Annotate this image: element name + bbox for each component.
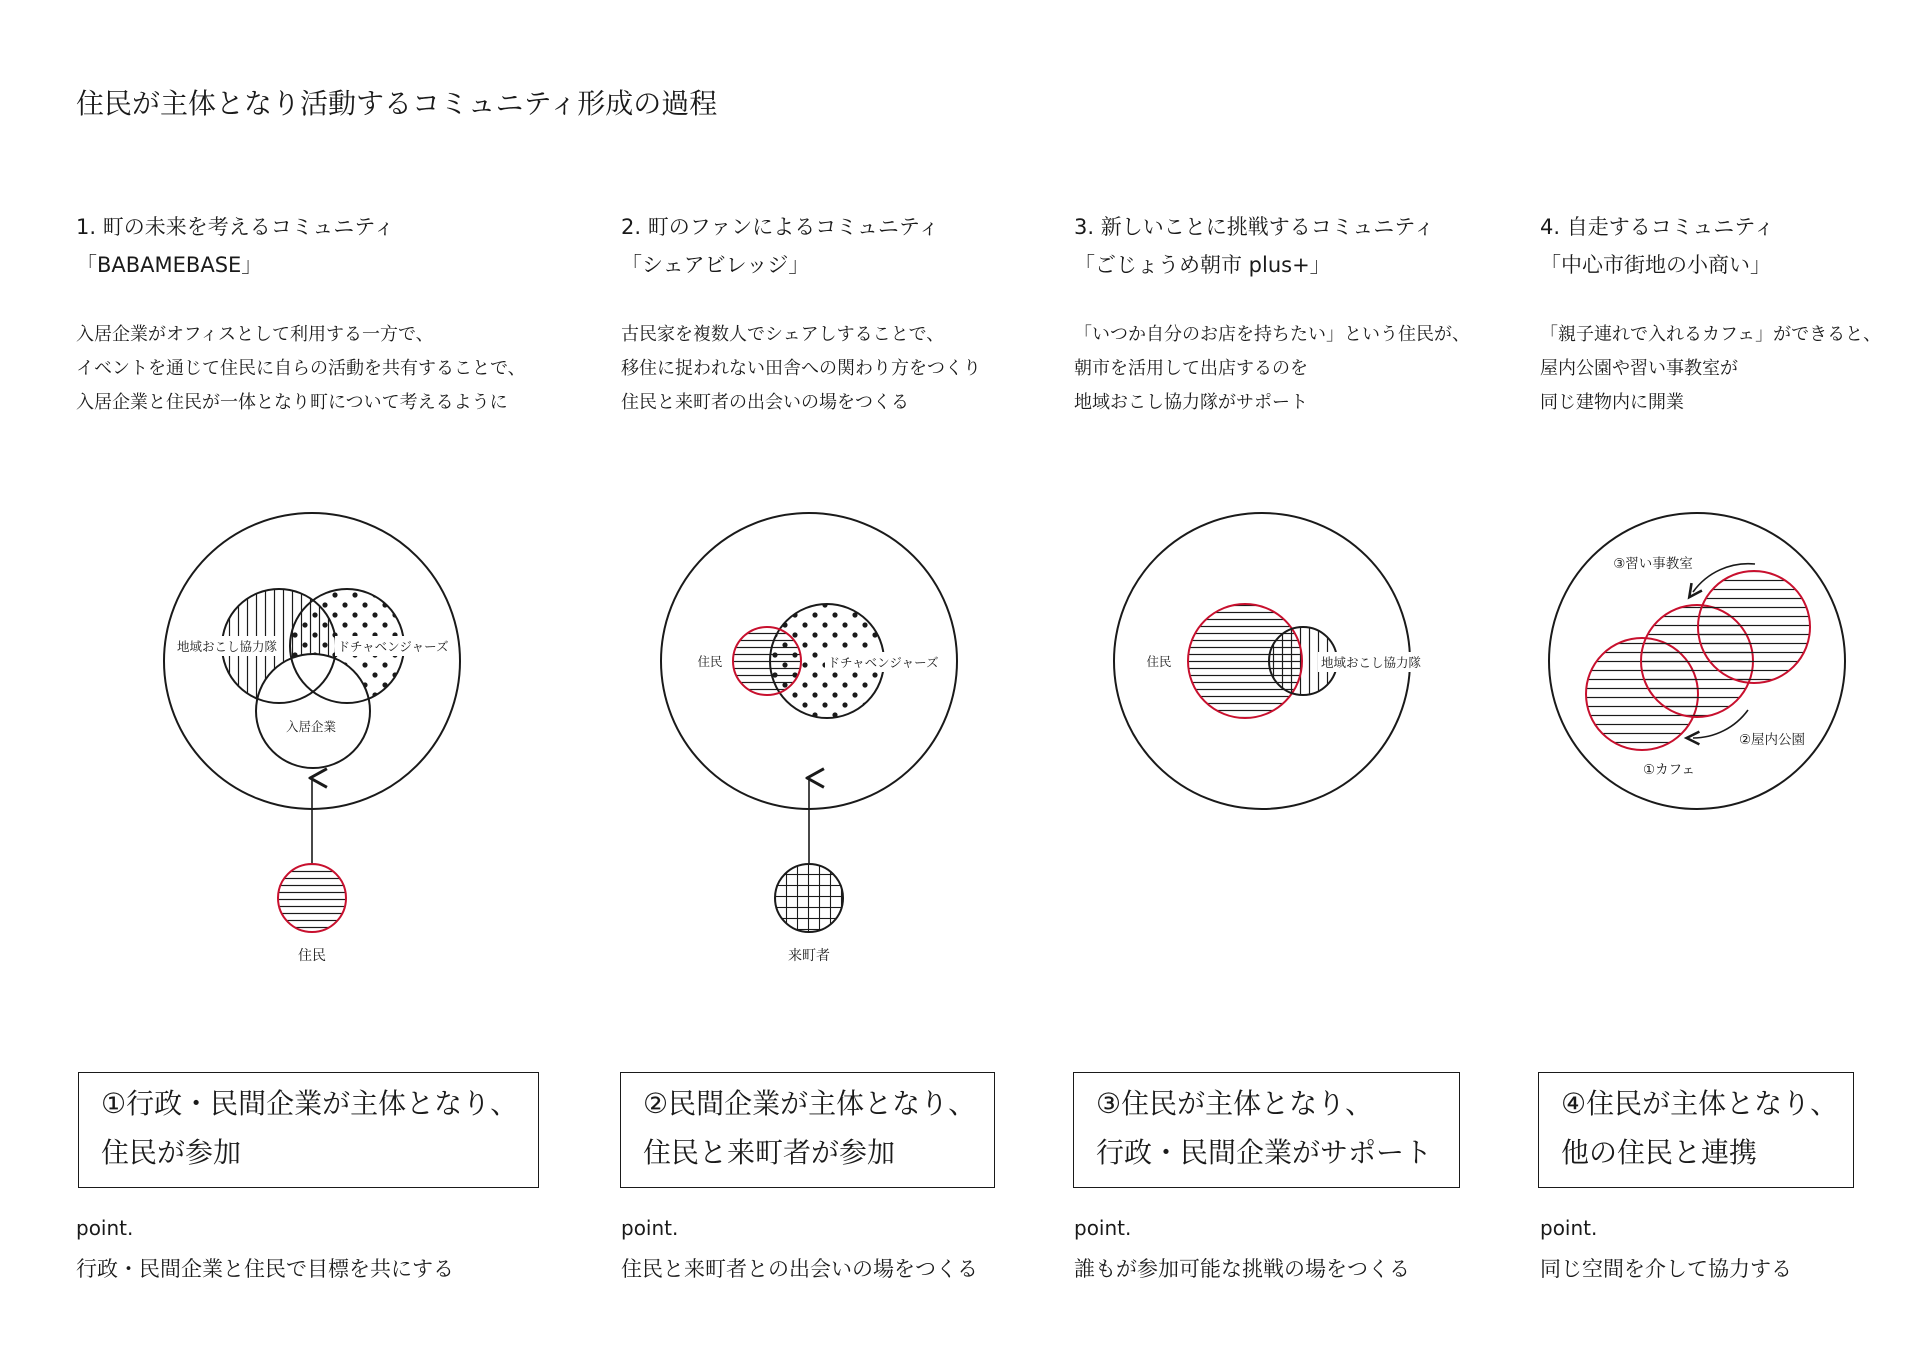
stage-1-role-line: 住民が参加 [101,1136,242,1169]
stage-1-label-a: 地域おこし協力隊 [176,639,278,654]
stage-1-heading-name: 「BABAMEBASE」 [76,253,263,277]
stage-3-heading-number: 3. 新しいことに挑戦するコミュニティ [1074,215,1435,239]
stage-4-point-text: 同じ空間を介して協力する [1540,1257,1792,1281]
stage-2-outside-circle [775,864,843,932]
stage-1-label-outside: 住民 [298,948,326,964]
stage-2-point-label: point. [621,1216,679,1240]
stage-1-point-text: 行政・民間企業と住民で目標を共にする [76,1257,454,1281]
stage-2-desc-line: 古民家を複数人でシェアしすることで、 [621,324,945,345]
stage-4-label-park: ②屋内公園 [1738,732,1806,748]
stage-3-desc-line: 「いつか自分のお店を持ちたい」という住民が、 [1074,324,1470,345]
stage-3-desc-line: 地域おこし協力隊がサポート [1074,392,1308,413]
stage-2-label-outside: 来町者 [788,948,830,964]
stage-3-label-a: 住民 [1146,654,1172,669]
stage-3-label-b: 地域おこし協力隊 [1320,655,1422,670]
stage-3-point-label: point. [1074,1216,1132,1240]
page-title: 住民が主体となり活動するコミュニティ形成の過程 [76,87,718,120]
stage-3-point-text: 誰もが参加可能な挑戦の場をつくる [1074,1257,1410,1281]
stage-3-diagram [1114,513,1424,809]
stage-4-heading-number: 4. 自走するコミュニティ [1540,215,1775,239]
stage-2-heading-name: 「シェアビレッジ」 [621,253,810,277]
stage-1-heading-number: 1. 町の未来を考えるコミュニティ [76,215,395,239]
stage-3-role-line: ③住民が主体となり、 [1096,1087,1374,1120]
stage-2-diagram [661,513,957,964]
stage-4-role-line: ④住民が主体となり、 [1561,1087,1839,1120]
stage-4-desc-line: 屋内公園や習い事教室が [1540,358,1738,379]
stage-3-heading-name: 「ごじょうめ朝市 plus+」 [1074,253,1331,277]
stage-1-role-line: ①行政・民間企業が主体となり、 [101,1087,519,1120]
stage-1-desc-line: 入居企業と住民が一体となり町について考えるように [76,392,508,413]
stage-2-label-b: ドチャベンジャーズ [827,655,939,670]
stage-2-desc-line: 住民と来町者の出会いの場をつくる [621,392,909,413]
stage-4-circle-school [1698,571,1810,683]
stage-4-diagram [1549,513,1845,809]
stage-2-desc-line: 移住に捉われない田舎への関わり方をつくり [621,358,981,379]
stage-4-point-label: point. [1540,1216,1598,1240]
stage-3-role-line: 行政・民間企業がサポート [1096,1136,1433,1169]
stage-2-point-text: 住民と来町者との出会いの場をつくる [621,1257,978,1281]
stage-2-label-a: 住民 [697,654,723,669]
stage-1-label-c: 入居企業 [285,719,337,734]
stage-1-outside-circle [278,864,346,932]
stage-2-role-line: ②民間企業が主体となり、 [643,1087,977,1120]
stage-2-heading-number: 2. 町のファンによるコミュニティ [621,215,940,239]
stage-1-diagram [164,513,460,964]
stage-1-desc-line: イベントを通じて住民に自らの活動を共有することで、 [76,358,526,379]
stage-4-heading-name: 「中心市街地の小商い」 [1540,253,1771,277]
stage-4-label-school: ③習い事教室 [1613,556,1693,572]
stage-1-label-b: ドチャベンジャーズ [337,639,449,654]
stage-4-role-line: 他の住民と連携 [1561,1136,1758,1169]
stage-4-desc-line: 「親子連れで入れるカフェ」ができると、 [1540,324,1882,345]
stage-4-desc-line: 同じ建物内に開業 [1540,392,1684,413]
stage-3-desc-line: 朝市を活用して出店するのを [1074,358,1308,379]
stage-2-role-line: 住民と来町者が参加 [643,1136,896,1169]
stage-1-point-label: point. [76,1216,134,1240]
stage-1-desc-line: 入居企業がオフィスとして利用する一方で、 [76,324,434,345]
stage-4-label-cafe: ①カフェ [1643,762,1695,778]
